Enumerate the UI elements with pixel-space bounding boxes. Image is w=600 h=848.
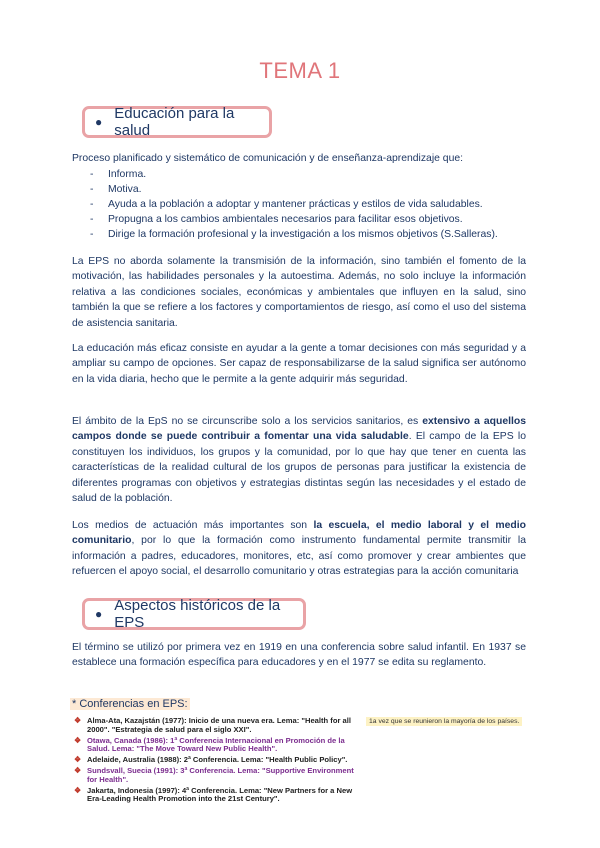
paragraph: El término se utilizó por primera vez en 1919 en una conferencia sobre salud infantil. En 1937 se establece una formación específica para educadores y en el 1977 se edita su reglamento.: [72, 642, 526, 669]
list-item: [74, 756, 356, 765]
conferences-heading: * Conferencias en EPS:: [72, 698, 188, 710]
list-item: - Ayuda a la población a adoptar y mantener prácticas y estilos de vida saludables.: [90, 197, 498, 212]
text-run: El ámbito de la EpS no se circunscribe solo a los servicios sanitarios, es: [72, 416, 423, 427]
diamond-bullet-icon: ❖: [74, 785, 82, 795]
conference-text: Otawa, Canada (1986): 1ª Conferencia Internacional en Promoción de la Salud. Lema: "The Move Toward New Public Health".: [87, 735, 345, 754]
list-item: - Propugna a los cambios ambientales necesarios para facilitar esos objetivos.: [90, 212, 498, 227]
bold-text: la escuela, el medio laboral y el medio comunitario: [72, 520, 526, 547]
paragraph: [72, 518, 526, 580]
list-item: [74, 737, 356, 755]
conferences-list: [74, 717, 356, 806]
list-item: - Informa.: [90, 167, 498, 182]
paragraph: [72, 414, 526, 506]
bold-text: extensivo a aquellos campos donde se puede contribuir a fomentar una vida saludable: [72, 416, 526, 443]
list-item: - Dirige la formación profesional y la investigación a los mismos objetivos (S.Salleras).: [90, 227, 498, 242]
conference-text: Jakarta, Indonesia (1997): 4ª Conferencia. Lema: "New Partners for a New Era-Leading Health Promotion into the 21st Century".: [87, 785, 353, 804]
list-item: [74, 787, 356, 805]
page-title: TEMA 1: [259, 58, 341, 83]
list-item: [74, 767, 356, 785]
objectives-list: [90, 167, 498, 242]
diamond-bullet-icon: ❖: [74, 735, 82, 745]
text-run: Los medios de actuación más importantes son: [72, 520, 314, 531]
section-heading-label: Aspectos históricos de la EPS: [114, 597, 281, 631]
paragraph: La educación más eficaz consiste en ayudar a la gente a tomar decisiones con más seguridad y a ampliar su campo de opciones. Ser capaz de responsabilizarse de la salud significa ser autónomo en la vida diaria, hecho que le permite a la gente adquirir más seguridad.: [72, 343, 526, 385]
conference-text: Sundsvall, Suecia (1991): 3ª Conferencia. Lema: "Supportive Environment for Health".: [87, 765, 354, 784]
intro-paragraph: Proceso planificado y sistemático de comunicación y de enseñanza-aprendizaje que:: [72, 153, 464, 164]
text-run: , por lo que la formación como instrumento fundamental permite transmitir la información a padres, educadores, monitores, etc, así como promover y crear ambientes que refuercen el apoyo social, el desarrollo comunitario y otras estrategias para la acción comunitaria: [72, 535, 526, 578]
bullet-icon: ●: [95, 607, 103, 621]
text-run: . El campo de la EPS lo constituyen los individuos, los grupos y la comunidad, por lo que hay que tener en cuenta las características de la realidad cultural de los grupos de personas para justificar la existencia de diferentes programas con objetivos y estrategias distintas según las necesidades y el estado de salud de la población.: [72, 431, 526, 505]
side-note: 1a vez que se reunieron la mayoría de los países.: [366, 717, 522, 726]
diamond-bullet-icon: ❖: [74, 716, 82, 725]
section-heading-educacion: [82, 106, 272, 138]
diamond-bullet-icon: ❖: [74, 765, 82, 775]
section-heading-label: Educación para la salud: [114, 105, 235, 139]
list-item: - Motiva.: [90, 182, 498, 197]
bullet-icon: ●: [95, 115, 103, 129]
diamond-bullet-icon: ❖: [74, 755, 82, 765]
paragraph: La EPS no aborda solamente la transmisión de la información, sino también el fomento de la motivación, las habilidades personales y la autoestima. Además, no solo incluye la información relativa a las condiciones sociales, económicas y ambientales que influyen en la salud, sino también la que se refiere a los factores y comportamientos de riesgo, así como el uso del sistema de asistencia sanitaria.: [72, 256, 526, 329]
list-item: [74, 717, 356, 735]
conference-text: Alma-Ata, Kazajstán (1977): Inicio de una nueva era. Lema: "Health for all 2000". "Estrategia de salud para el siglo XXI".: [87, 716, 351, 734]
conference-text: Adelaide, Australia (1988): 2ª Conferencia. Lema: "Health Public Policy".: [87, 755, 348, 765]
section-heading-historicos: [82, 598, 306, 630]
